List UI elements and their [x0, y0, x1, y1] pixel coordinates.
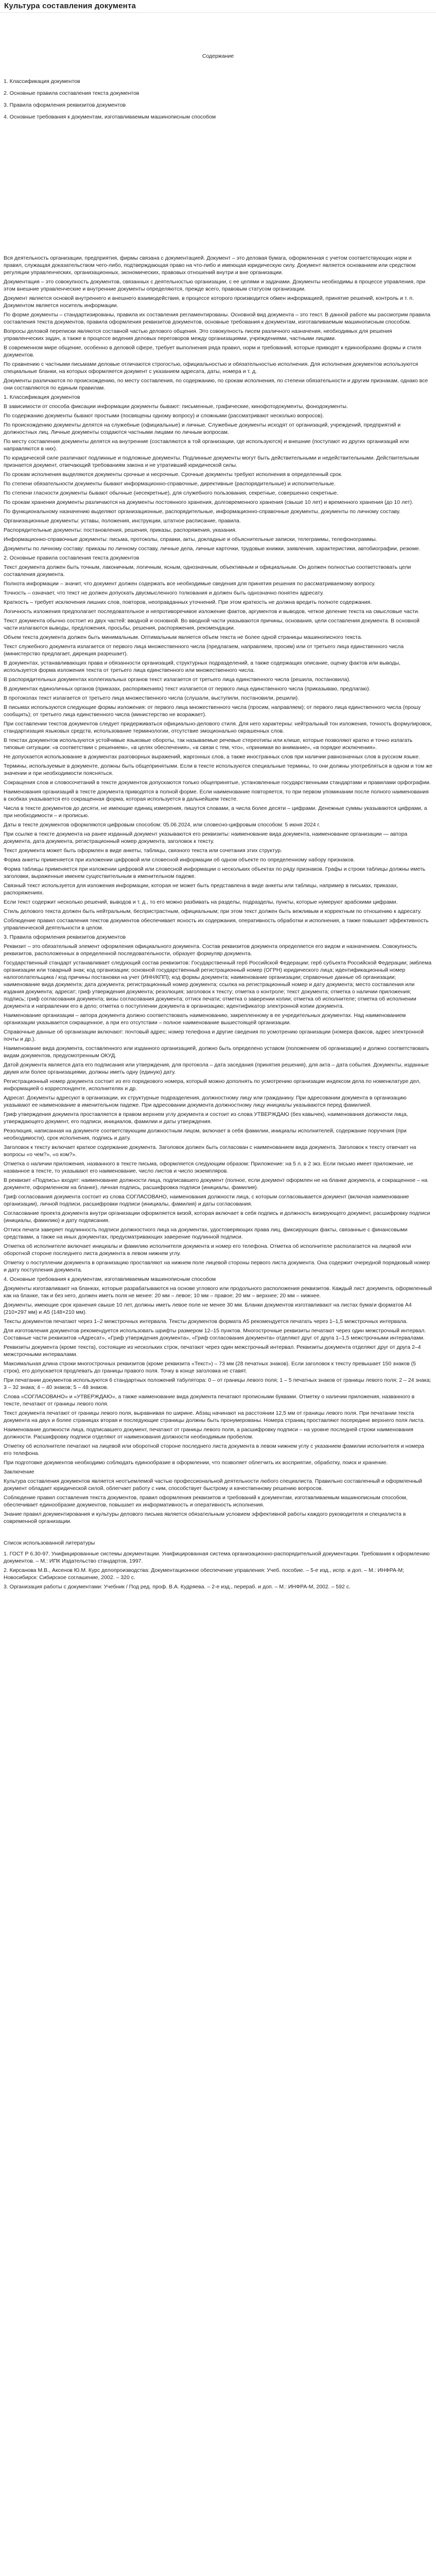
body-paragraph: Заголовок к тексту включает краткое содержание документа. Заголовок должен быть согласован с наименованием вида документа. Заголовок к тексту отвечает на вопросы «о чем?», «о ком?». — [4, 1144, 416, 1158]
body-paragraph: Документы по личному составу: приказы по личному составу, личные дела, личные карточки, трудовые книжки, заявления, характеристики, автобиографии, резюме. — [4, 546, 421, 552]
body-paragraph: Даты в тексте документов оформляются цифровым способом: 05.06.2024, или словесно-цифровым способом: 5 июня 2024 г. — [4, 822, 321, 828]
body-paragraph: 1. Классификация документов — [4, 394, 80, 400]
body-paragraph: По происхождению документы делятся на служебные (официальные) и личные. Служебные документы исходят от организаций, учреждений, предприятий и должностных лиц. Личные документы создаются частными лицами по личным вопросам. — [4, 422, 401, 435]
body-paragraph: По степени гласности документы бывают обычные (несекретные), для служебного пользования, секретные, совершенно секретные. — [4, 490, 339, 496]
body-paragraph: 2. Основные правила составления текста документов — [4, 555, 139, 561]
body-paragraph: Организационные документы: уставы, положения, инструкции, штатное расписание, правила. — [4, 518, 241, 524]
toc-item: 1. Классификация документов — [4, 78, 80, 84]
body-paragraph: Отметку об исполнителе печатают на лицевой или оборотной стороне последнего листа документа в левом нижнем углу с указанием фамилии исполнителя и номера его телефона. — [4, 1443, 424, 1456]
reference-item: 2. Кирсанова М.В., Аксенов Ю.М. Курс делопроизводства: Документационное обеспечение управления: Учеб. пособие. – 5-е изд., испр. и доп. – М.: ИНФРА-М; Новосибирск: Сибирское соглашение, 2002. – 320 с. — [4, 1567, 405, 1581]
body-paragraph: Регистрационный номер документа состоит из его порядкового номера, который можно дополнять по усмотрению организации индексом дела по номенклатуре дел, информацией о корреспонденте, исполнителях и др. — [4, 1078, 421, 1092]
body-paragraph: По форме документы – стандартизированы, правила их составления регламентированы. Основной вид документа – это текст. В данной работе мы рассмотрим правила составления текста документов, правила оформления реквизитов документов, основные требования к документам, изготавливаемым машинописным способом. — [4, 312, 431, 325]
body-paragraph: Резолюция, написанная на документе соответствующим должностным лицом, включает в себя фамилии, инициалы исполнителей, содержание поручения (при необходимости), срок исполнения, подпись и дату. — [4, 1128, 407, 1141]
body-paragraph: По месту составления документы делятся на внутренние (составляются в той организации, где используются) и внешние (поступают из других организаций или направляются в них). — [4, 438, 409, 452]
body-paragraph: Стиль делового текста должен быть нейтральным, беспристрастным, официальным; при этом текст должен быть вежливым и корректным по отношению к адресату. — [4, 908, 422, 914]
body-paragraph: По юридической силе различают подлинные и подложные документы. Подлинные документы могут быть действительными и недействительными. Действительным признается документ, отвечающий требованиям закона и не утративший юридической силы. — [4, 455, 419, 468]
contents-heading: Содержание — [202, 53, 234, 59]
body-paragraph: Числа в тексте документов до десяти, не имеющие единиц измерения, пишутся словами, а числа более десяти – цифрами. Денежные суммы указываются цифрами, а при необходимости – и прописью. — [4, 805, 427, 819]
body-paragraph: Вся деятельность организации, предприятия, фирмы связана с документацией. Документ – это деловая бумага, оформленная с учетом соответствующих норм и правил, служащая доказательством чего-либо, подтверждающая право на что-либо и имеющая юридическую силу. Документ является основанием или средством регуляции управленческих, организационных, экономических, правовых отношений внутри и вне организации. — [4, 255, 416, 276]
body-paragraph: Соблюдение правил составления текстов документов обеспечивает ясность их содержания, оперативность обработки и исполнения, а также повышает эффективность управленческой деятельности в целом. — [4, 918, 429, 931]
body-paragraph: Соблюдение правил составления текста документов, правил оформления реквизитов и требований к документам, изготавливаемым машинописным способом, обеспечивает единообразие документов, повышает их информативность и оперативность исполнения. — [4, 1495, 408, 1508]
page-title: Культура составления документа — [0, 0, 436, 13]
body-paragraph: Заключение — [4, 1469, 34, 1475]
body-paragraph: Наименование должности лица, подписавшего документ, печатают от границы левого поля, а расшифровку подписи – на уровне последней строки наименования должности. Расшифровку подписи отделяют от наименования должности необходимым пробелом. — [4, 1427, 413, 1440]
body-paragraph: При подготовке документов необходимо соблюдать единообразие в оформлении, что позволяет облегчить их восприятие, обработку, поиск и хранение. — [4, 1460, 388, 1466]
body-paragraph: Краткость – требует исключения лишних слов, повторов, неоправданных уточнений. При этом краткость не должна вредить полноте содержания. — [4, 599, 372, 605]
body-paragraph: Оттиск печати заверяет подлинность подписи должностного лица на документах, удостоверяющих права лиц, фиксирующих факты, связанные с финансовыми средствами, а также на иных документах, предусматривающих заверение подлинной подписи. — [4, 1227, 408, 1240]
reference-item: 1. ГОСТ Р 6.30-97. Унифицированные системы документации. Унифицированная система организационно-распорядительной документации. Требования к оформлению документов. – М.: ИПК Издательство стандартов, 1997. — [4, 1551, 430, 1564]
body-paragraph: В современном мире общение, особенно в деловой сфере, требует выполнения ряда правил, норм и требований, которые приводят к единообразию формы и стиля документов. — [4, 345, 422, 358]
body-paragraph: Наименование организации – автора документа должно соответствовать наименованию, закрепленному в ее учредительных документах. Над наименованием организации указывается сокращенное, а при его отсутствии – полное наименование вышестоящей организации. — [4, 1012, 406, 1026]
body-paragraph: Адресат. Документы адресуют в организации, их структурные подразделения, должностному лицу или гражданину. При адресовании документа в организацию указывают ее наименование в именительном падеже. При адресовании документа должностному лицу инициалы указываются перед фамилией. — [4, 1095, 407, 1108]
reference-item: 3. Организация работы с документами: Учебник / Под ред. проф. В.А. Кудряева. – 2-е изд., перераб. и доп. – М.: ИНФРА-М, 2002. – 592 с. — [4, 1584, 351, 1590]
body-paragraph: Полнота информации – значит, что документ должен содержать все необходимые сведения для принятия решения по рассматриваемому вопросу. — [4, 581, 376, 587]
body-paragraph: Согласование проекта документа внутри организации оформляется визой, которая включает в себя подпись и должность визирующего документ, расшифровку подписи (инициалы, фамилию) и дату подписания. — [4, 1210, 430, 1224]
body-paragraph: Документы, имеющие срок хранения свыше 10 лет, должны иметь левое поле не менее 30 мм. Бланки документов изготавливают на листах бумаги форматов А4 (210×297 мм) и А5 (148×210 мм). — [4, 1302, 412, 1315]
body-paragraph: Не допускается использование в документах разговорных выражений, жаргонных слов, а также иностранных слов при наличии равнозначных слов в русском языке. — [4, 754, 420, 760]
body-paragraph: При составлении текстов документов следует придерживаться официально-делового стиля. Для него характерны: нейтральный тон изложения, точность формулировок, стандартизация языковых средств, использование терминологии, отсутствие эмоционально окрашенных слов. — [4, 721, 432, 734]
document-body — [0, 126, 436, 1525]
body-paragraph: Слова «СОГЛАСОВАНО» и «УТВЕРЖДАЮ», а также наименование вида документа печатают прописными буквами. Отметку о наличии приложения, названного в тексте, печатают от границы левого поля. — [4, 1394, 415, 1407]
body-paragraph: По срокам исполнения выделяются документы срочные и несрочные. Срочные документы требуют исполнения в определенный срок. — [4, 471, 343, 478]
body-paragraph: Наименование вида документа, составленного или изданного организацией, должно быть определено уставом (положением об организации) и должно соответствовать видам документов, предусмотренным ОКУД. — [4, 1045, 429, 1059]
body-paragraph: Термины, используемые в документе, должны быть общепринятыми. Если в тексте используются специальные термины, то они должны употребляться в одном и том же значении и при необходимости поясняться. — [4, 763, 432, 776]
body-paragraph: Текст документа печатают от границы левого поля, выравнивая по ширине. Абзац начинают на расстоянии 12,5 мм от границы левого поля. При печатании текста документа на двух и более страницах вторая и последующие страницы должны быть пронумерованы. Номера страниц проставляют посередине верхнего поля листа. — [4, 1410, 425, 1423]
body-paragraph: Отметка о наличии приложения, названного в тексте письма, оформляется следующим образом: Приложение: на 5 л. в 2 экз. Если письмо имеет приложение, не названное в тексте, то указывают его наименование, число листов и число экземпляров. — [4, 1161, 413, 1174]
body-paragraph: Связный текст используется для изложения информации, которая не может быть представлена в виде анкеты или таблицы, например в письмах, приказах, распоряжениях. — [4, 883, 398, 896]
body-paragraph: Отметку о поступлении документа в организацию проставляют на нижнем поле лицевой стороны первого листа документа. Она содержит очередной порядковый номер и дату поступления документа. — [4, 1260, 430, 1273]
body-paragraph: Документы различаются по происхождению, по месту составления, по содержанию, по срокам исполнения, по степени обязательности и другим признакам, однако все они составляются по единым правилам. — [4, 378, 428, 391]
body-paragraph: По сравнению с частными письмами деловые отличаются строгостью, официальностью и обязательностью исполнения. Для исполнения документов используются специальные бланки, на которых оформляется документ с указанием адресата, даты, номера и т. д. — [4, 361, 418, 375]
body-paragraph: Текст документа должен быть точным, лаконичным, логичным, ясным, однозначным, объективным и официальным. Он должен полностью соответствовать цели составления документа. — [4, 564, 411, 578]
body-paragraph: По содержанию документы бывают простыми (посвящены одному вопросу) и сложными (рассматривают несколько вопросов). — [4, 413, 324, 419]
body-paragraph: Логичность изложения предполагает последовательное и непротиворечивое изложение фактов, аргументов и выводов, четкое деление текста на смысловые части. — [4, 608, 420, 615]
body-paragraph: Объем текста документа должен быть минимальным. Оптимальным является объем текста не более одной страницы машинописного текста. — [4, 634, 362, 640]
body-paragraph: Культура составления документов является неотъемлемой частью профессиональной деятельности любого специалиста. Правильно составленный и оформленный документ обладает юридической силой, облегчает работу с ним, способствует быстрому и качественному решению вопросов. — [4, 1478, 422, 1492]
body-paragraph: Документация – это совокупность документов, связанных с деятельностью организации, с ее целями и задачами. Документы необходимы в процессе управления, при этом внешние управленческие и внутренние документы определяются, прежде всего, правовым статусом организации. — [4, 279, 426, 292]
body-paragraph: Наименования организаций в тексте документа приводятся в полной форме. Если наименование повторяется, то при первом упоминании после полного наименования в скобках указывается его сокращенная форма, которая используется в дальнейшем тексте. — [4, 789, 429, 802]
body-paragraph: Точность – означает, что текст не должен допускать двусмысленного толкования и должен быть однозначно понятен адресату. — [4, 590, 324, 596]
body-paragraph: Текст документа обычно состоит из двух частей: вводной и основной. Во вводной части указываются причины, основания, цели составления документа. В основной части излагаются выводы, предложения, просьбы, решения, распоряжения, рекомендации. — [4, 618, 420, 631]
body-paragraph: 4. Основные требования к документам, изготавливаемым машинописным способом — [4, 1276, 216, 1282]
body-paragraph: Информационно-справочные документы: письма, протоколы, справки, акты, докладные и объяснительные записки, телеграммы, телефонограммы. — [4, 536, 377, 543]
body-paragraph: Если текст содержит несколько решений, выводов и т. д., то его можно разбивать на разделы, подразделы, пункты, которые нумеруют арабскими цифрами. — [4, 899, 398, 905]
toc-item: 3. Правила оформления реквизитов документов — [4, 102, 126, 108]
body-paragraph: Реквизиты документа (кроме текста), состоящие из нескольких строк, печатают через один межстрочный интервал. Реквизиты документа отделяют друг от друга 2–4 межстрочными интервалами. — [4, 1344, 421, 1358]
body-paragraph: По степени обязательности документы бывают информационно-справочные, директивные (распорядительные) и исполнительные. — [4, 481, 336, 487]
references-section — [0, 1527, 436, 1590]
body-paragraph: Гриф согласования документа состоит из слова СОГЛАСОВАНО, наименования должности лица, с которым согласовывается документ (включая наименование организации), личной подписи, расшифровки подписи (инициалы, фамилия) и даты согласования. — [4, 1194, 409, 1207]
body-paragraph: Текст документа может быть оформлен в виде анкеты, таблицы, связного текста или сочетания этих структур. — [4, 848, 282, 854]
body-paragraph: Форма таблицы применяется при изложении цифровой или словесной информации о нескольких объектах по ряду признаков. Графы и строки таблицы должны иметь заголовки, выраженные именем существительным в именительном падеже. — [4, 866, 426, 879]
body-paragraph: Датой документа является дата его подписания или утверждения, для протокола – дата заседания (принятия решения), для акта – дата события. Документы, изданные двумя или более организациями, должны иметь одну (единую) дату. — [4, 1062, 429, 1075]
body-paragraph: В письмах используются следующие формы изложения: от первого лица множественного числа (просим, направляем); от первого лица единственного числа (прошу сообщить); от третьего лица единственного числа (министерство не возражает). — [4, 704, 421, 718]
body-paragraph: В реквизит «Подпись» входят: наименование должности лица, подписавшего документ (полное, если документ оформлен не на бланке документа, и сокращенное – на документе, оформленном на бланке), личная подпись, расшифровка подписи (инициалы, фамилия). — [4, 1177, 428, 1191]
toc-item: 4. Основные требования к документам, изготавливаемым машинописным способом — [4, 114, 216, 120]
body-paragraph: В текстах документов используются устойчивые языковые обороты, так называемые речевые стереотипы или клише, которые позволяют кратко и точно излагать типовые ситуации: «в соответствии с решением», «в целях обеспечения», «в связи с тем, что», «принимая во внимание», «в порядке исключения». — [4, 737, 413, 751]
body-paragraph: 3. Правила оформления реквизитов документов — [4, 934, 126, 940]
body-paragraph: По функциональному назначению выделяют организационные, распорядительные, информационно-справочные документы, документы по личному составу. — [4, 509, 400, 515]
body-paragraph: Реквизит – это обязательный элемент оформления официального документа. Состав реквизитов документа определяется его видом и назначением. Совокупность реквизитов, расположенных в определенной последовательности, образует формуляр документа. — [4, 943, 417, 957]
body-paragraph: Тексты документов печатают через 1–2 межстрочных интервала. Тексты документов формата А5 рекомендуется печатать через 1–1,5 межстрочных интервала. — [4, 1318, 408, 1325]
body-paragraph: При ссылке в тексте документа на ранее изданный документ указываются его реквизиты: наименование вида документа, наименование организации — автора документа, дата документа, регистрационный номер документа, заголовок к тексту. — [4, 831, 408, 844]
body-paragraph: Вопросы деловой переписки являются составной частью делового общения. Это совокупность писем различного назначения, необходимых для решения управленческих задач, а также в процессе ведения деловых переговоров между организациями, учреждениями, частными лицами. — [4, 328, 392, 342]
toc-item: 2. Основные правила составления текста документов — [4, 90, 139, 96]
body-paragraph: Знание правил документирования и культуры делового письма является обязательным условием эффективной работы каждого руководителя и специалиста в современной организации. — [4, 1511, 406, 1524]
body-paragraph: Распорядительные документы: постановления, решения, приказы, распоряжения, указания. — [4, 527, 237, 533]
body-paragraph: В документах, устанавливающих права и обязанности организаций, структурных подразделений, а также содержащих описание, оценку фактов или выводы, используется форма изложения текста от третьего лица единственного или множественного числа. — [4, 660, 401, 673]
body-paragraph: Текст служебного документа излагается от первого лица множественного числа (предлагаем, направляем, просим) или от третьего лица единственного числа (министерство предлагает, дирекция разрешает). — [4, 643, 404, 657]
body-paragraph: Для изготовления документов рекомендуется использовать шрифты размером 12–15 пунктов. Многострочные реквизиты печатают через один межстрочный интервал. Составные части реквизитов «Адресат», «Гриф утверждения документа», «Гриф согласования документа» отделяют друг от друга 1–1,5 межстрочными интервалами. — [4, 1328, 426, 1341]
body-paragraph: Максимальная длина строки многострочных реквизитов (кроме реквизита «Текст») – 73 мм (28 печатных знаков). Если заголовок к тексту превышает 150 знаков (5 строк), его допускается продлевать до границы правого поля. Точку в конце заголовка не ставят. — [4, 1361, 416, 1374]
body-paragraph: Документ является основой внутреннего и внешнего взаимодействия, в процессе которого производится обмен информацией, принятие решений, контроль и т. п. Документом является носитель информации. — [4, 295, 414, 309]
body-paragraph: Документы изготавливают на бланках, которые разрабатываются на основе углового или продольного расположения реквизитов. Каждый лист документа, оформленный как на бланке, так и без него, должен иметь поля не менее: 20 мм – левое; 10 мм – правое; 20 мм – верхнее; 20 мм – нижнее. — [4, 1285, 432, 1299]
body-paragraph: По срокам хранения документы различаются на документы постоянного хранения, долговременного хранения (свыше 10 лет) и временного хранения (до 10 лет). — [4, 499, 413, 505]
body-paragraph: При печатании документов используются 6 стандартных положений табулятора: 0 – от границы левого поля; 1 – 5 печатных знаков от границы левого поля; 2 – 24 знака; 3 – 32 знака; 4 – 40 знаков; 5 – 48 знаков. — [4, 1377, 431, 1391]
body-paragraph: Отметка об исполнителе включает инициалы и фамилию исполнителя документа и номер его телефона. Отметка об исполнителе располагается на лицевой или оборотной стороне последнего листа документа в левом нижнем углу. — [4, 1243, 411, 1257]
body-paragraph: Гриф утверждения документа проставляется в правом верхнем углу документа и состоит из слова УТВЕРЖДАЮ (без кавычек), наименования должности лица, утверждающего документ, его подписи, инициалов, фамилии и даты утверждения. — [4, 1111, 408, 1125]
body-paragraph: В документах единоличных органов (приказах, распоряжениях) текст излагается от первого лица единственного числа (приказываю, предлагаю). — [4, 686, 371, 692]
references-heading: Список использованной литературы — [4, 1540, 95, 1546]
body-paragraph: В протоколах текст излагается от третьего лица множественного числа (слушали, выступили, постановили, решили). — [4, 695, 299, 701]
table-of-contents — [0, 13, 436, 120]
body-paragraph: Государственный стандарт устанавливает следующий состав реквизитов: Государственный герб Российской Федерации; герб субъекта Российской Федерации; эмблема организации или товарный знак; код организации; основной государственный регистрационный номер (ОГРН) юридического лица; идентификационный номер налогоплательщика / код причины постановки на учет (ИНН/КПП); код формы документа; наименование организации; справочные данные об организации; наименование вида документа; дата документа; регистрационный номер документа; ссылка на регистрационный номер и дату документа; место составления или издания документа; адресат; гриф утверждения документа; резолюция; заголовок к тексту; отметка о контроле; текст документа; отметка о наличии приложения; подпись; гриф согласования документа; визы согласования документа; оттиск печати; отметка о заверении копии; отметка об исполнителе; отметка об исполнении документа и направлении его в дело; отметка о поступлении документа в организацию; идентификатор электронной копии документа. — [4, 960, 432, 1009]
body-paragraph: В распорядительных документах коллегиальных органов текст излагается от третьего лица единственного числа (решила, постановила). — [4, 676, 351, 683]
body-paragraph: Сокращения слов и словосочетаний в тексте документов допускаются только общепринятые, установленные государственными стандартами и правилами орфографии. — [4, 779, 431, 786]
body-paragraph: Справочные данные об организации включают: почтовый адрес; номер телефона и другие сведения по усмотрению организации (номера факсов, адрес электронной почты и др.). — [4, 1029, 424, 1042]
body-paragraph: Форма анкеты применяется при изложении цифровой или словесной информации об одном объекте по определенному набору признаков. — [4, 857, 355, 863]
body-paragraph: В зависимости от способа фиксации информации документы бывают: письменные, графические, кинофотодокументы, фонодокументы. — [4, 403, 348, 410]
